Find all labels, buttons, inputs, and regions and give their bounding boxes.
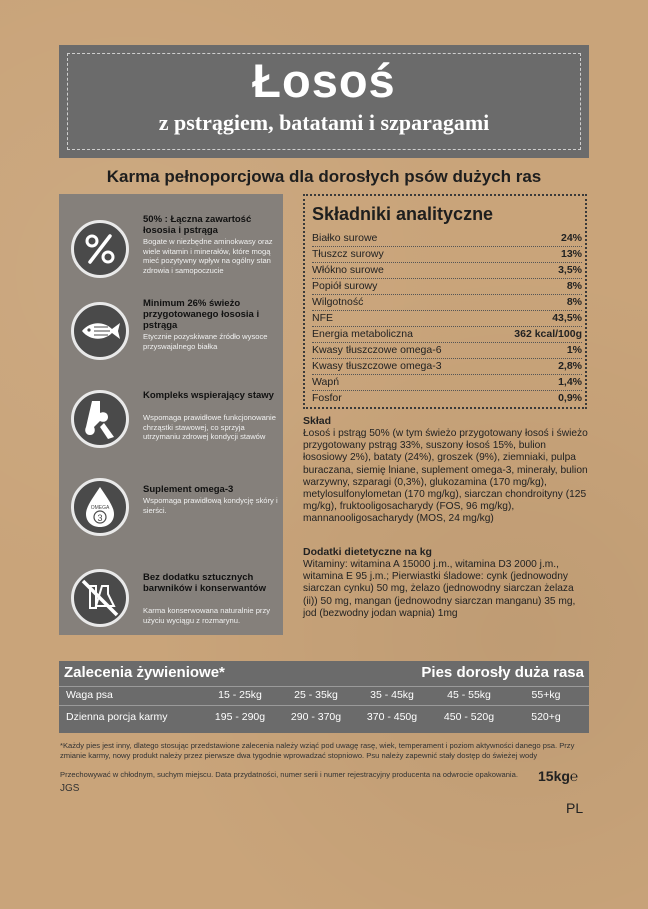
language-code: PL	[566, 800, 584, 816]
feeding-title: Zalecenia żywieniowe*	[64, 664, 225, 681]
omega-drop-icon	[71, 478, 129, 536]
feeding-divider	[59, 686, 589, 687]
benefit-title: Suplement omega-3	[143, 484, 234, 495]
nutrient-value: 13%	[560, 248, 582, 260]
analytical-row	[312, 360, 582, 376]
nutrient-name: Włókno surowe	[312, 264, 384, 276]
product-subtitle: z pstrągiem, batatami i szparagami	[158, 110, 490, 135]
benefit-title: Minimum 26% świeżo przygotowanego łososia i pstrąga	[143, 298, 260, 331]
additives-heading: Dodatki dietetyczne na kg	[303, 546, 432, 558]
weight-cell: 35 - 45kg	[370, 689, 414, 701]
storage-note: Przechowywać w chłodnym, suchym miejscu. Data przydatności, numer serii i numer rejestracyjny producenta na odwrocie opakowania.	[60, 770, 518, 779]
weight-cell: 45 - 55kg	[447, 689, 491, 701]
composition-text: Łosoś i pstrąg 50% (w tym świeżo przygotowany łosoś i świeżo przygotowany pstrąg 33%, suszony łosoś 15%, bulion łososiowy 2%), bataty (24%), groszek (9%), ziemniaki, pulpa buraczana, siemię lniane, suplement omega-3, minerały, bulion warzywny, szparagi (0,3%), glukozamina (170 mg/kg), metylosulfonylometan (170 mg/kg), siarczan chondroityny (125 mg/kg), fruktooligosacharydy (FOS, 96 mg/kg), mannanooligosacharydy (MOS, 24 mg/kg)	[303, 428, 588, 525]
weight-cell: 55+kg	[531, 689, 561, 701]
nutrient-value: 362 kcal/100g	[514, 328, 582, 340]
analytical-title: Składniki analityczne	[312, 204, 494, 224]
portion-cell: 370 - 450g	[366, 711, 418, 723]
nutrient-name: Popiół surowy	[312, 280, 378, 292]
benefit-description: Wspomaga prawidłową kondycję skóry i sierści.	[143, 496, 278, 515]
nutrient-value: 8%	[566, 296, 582, 308]
nutrient-value: 8%	[566, 280, 582, 292]
analytical-row	[312, 232, 582, 248]
nutrient-name: Białko surowe	[312, 232, 378, 244]
benefit-title: Kompleks wspierający stawy	[143, 390, 274, 401]
portion-cell: 195 - 290g	[214, 711, 266, 723]
batch-code: JGS	[60, 783, 80, 794]
feeding-footnote: *Każdy pies jest inny, dlatego stosując przedstawione zalecenia należy wziąć pod uwagę rasę, wiek, temperament i poziom aktywności danego psa. Przy zmianie karmy, nowy produkt należy przez pierwsze dwa tygodnie wprowadzać stopniowo. Psu należy zapewnić stały dostęp do świeżej wody	[60, 741, 575, 760]
portion-row-label: Dzienna porcja karmy	[66, 711, 168, 723]
nutrient-name: Wilgotność	[312, 296, 364, 308]
joint-icon	[71, 390, 129, 448]
analytical-row	[312, 344, 582, 360]
nutrient-name: Fosfor	[312, 392, 342, 404]
feeding-target: Pies dorosły duża rasa	[421, 664, 584, 681]
portion-cell: 520+g	[531, 711, 561, 723]
nutrient-value: 43,5%	[552, 312, 582, 324]
benefits-panel	[59, 194, 283, 635]
analytical-row	[312, 376, 582, 392]
nutrient-name: Kwasy tłuszczowe omega-6	[312, 344, 442, 356]
analytical-row	[312, 280, 582, 296]
nutrient-value: 1,4%	[558, 376, 582, 388]
percent-icon	[71, 220, 129, 278]
nutrient-name: Wapń	[312, 376, 340, 388]
analytical-row	[312, 312, 582, 328]
analytical-row	[312, 296, 582, 312]
weight-cell: 25 - 35kg	[294, 689, 338, 701]
benefit-description: Bogate w niezbędne aminokwasy oraz wiele witamin i minerałów, które mogą mieć pozytywny wpływ na ogólny stan zdrowia i samopoczucie	[143, 237, 273, 275]
product-title: Łosoś	[252, 54, 396, 107]
nutrient-name: Energia metaboliczna	[312, 328, 413, 340]
no-additives-icon	[71, 569, 129, 627]
fish-icon	[71, 302, 129, 360]
benefit-title: Bez dodatku sztucznych barwników i konserwantów	[143, 572, 266, 594]
portion-cell: 450 - 520g	[443, 711, 495, 723]
feeding-divider	[59, 705, 589, 706]
benefit-description: Etycznie pozyskiwane źródło wysoce przyswajalnego białka	[143, 332, 268, 351]
benefit-description: Wspomaga prawidłowe funkcjonowanie chrząstki stawowej, co sprzyja utrzymaniu zdrowej kondycji stawów	[143, 413, 276, 442]
product-tagline: Karma pełnoporcjowa dla dorosłych psów dużych ras	[106, 167, 542, 186]
svg-text:3: 3	[97, 513, 103, 523]
svg-text:OMEGA: OMEGA	[90, 505, 110, 511]
nutrient-name: Kwasy tłuszczowe omega-3	[312, 360, 442, 372]
analytical-row	[312, 264, 582, 280]
portion-cell: 290 - 370g	[290, 711, 342, 723]
nutrient-value: 24%	[560, 232, 582, 244]
analytical-row	[312, 248, 582, 264]
benefit-title: 50% : Łączna zawartość łososia i pstrąga	[143, 214, 252, 236]
weight-row-label: Waga psa	[66, 689, 113, 701]
nutrient-value: 0,9%	[558, 392, 582, 404]
net-weight: 15kg℮	[538, 768, 579, 784]
nutrient-value: 3,5%	[558, 264, 582, 276]
additives-text: Witaminy: witamina A 15000 j.m., witamina D3 2000 j.m., witamina E 95 j.m.; Pierwiastki śladowe: cynk (jednowodny siarczan cynku) 50 mg, żelazo (jednowodny siarczan żelaza (ii)) 50 mg, mangan (jednowodny siarczan manganu) 35 mg, jod (bezwodny jodan wapnia) 1mg	[303, 559, 576, 619]
benefit-description: Karma konserwowana naturalnie przy użyciu wyciągu z rozmarynu.	[143, 606, 271, 625]
analytical-row	[312, 392, 582, 408]
nutrient-value: 1%	[566, 344, 582, 356]
weight-cell: 15 - 25kg	[218, 689, 262, 701]
nutrient-name: Tłuszcz surowy	[312, 248, 384, 260]
nutrient-value: 2,8%	[558, 360, 582, 372]
analytical-row	[312, 328, 582, 344]
nutrient-name: NFE	[312, 312, 333, 324]
composition-heading: Skład	[303, 415, 332, 427]
header-banner	[59, 45, 589, 158]
